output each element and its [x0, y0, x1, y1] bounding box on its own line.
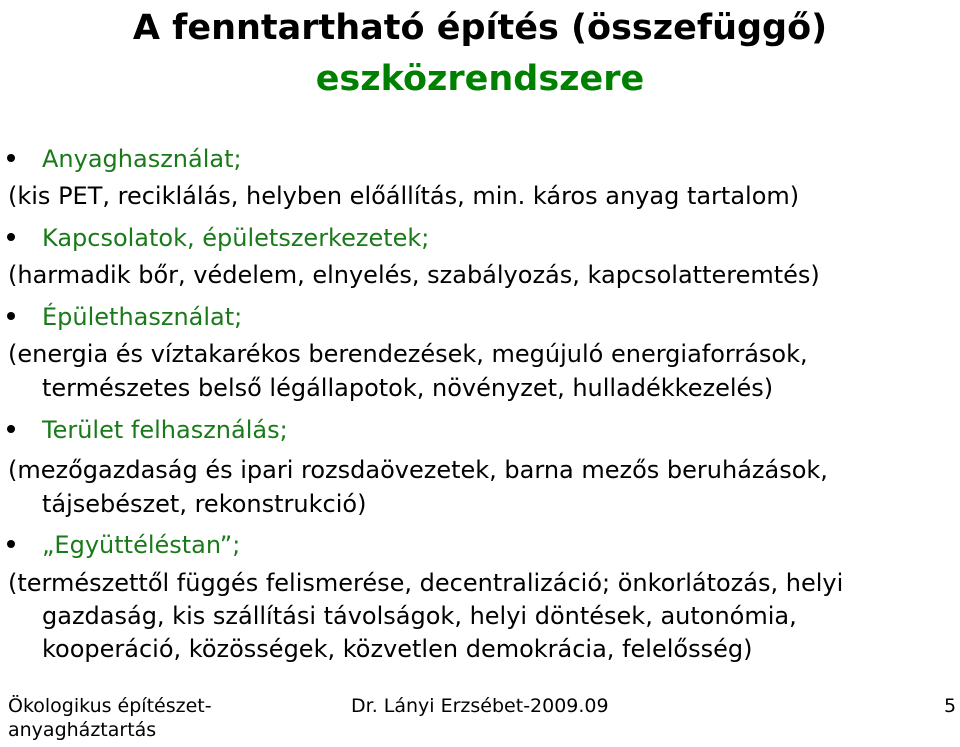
slide-title-line-1: A fenntartható építés (összefüggő)	[132, 8, 828, 48]
item-detail: kooperáció, közösségek, közvetlen demokrácia, felelősség)	[42, 635, 753, 663]
item-detail: (természettől függés felismerése, decentralizáció; önkorlátozás, helyi	[8, 569, 844, 597]
item-heading: Kapcsolatok, épületszerkezetek;	[42, 224, 430, 252]
footer-course-title-line-1: Ökologikus építészet-	[8, 695, 212, 717]
item-detail: (mezőgazdaság és ipari rozsdaövezetek, barna mezős beruházások,	[8, 456, 828, 484]
footer-course-title-line-2: anyagháztartás	[8, 719, 157, 741]
item-detail: tájsebészet, rekonstrukció)	[42, 490, 367, 518]
footer-page-number: 5	[944, 695, 957, 717]
bullet-icon	[7, 233, 15, 241]
bullet-icon	[7, 312, 15, 320]
list-item	[7, 531, 240, 559]
item-heading: Anyaghasználat;	[42, 145, 242, 173]
item-heading: Terület felhasználás;	[42, 416, 288, 444]
list-item	[7, 224, 429, 252]
list-item	[7, 303, 242, 331]
item-detail: (harmadik bőr, védelem, elnyelés, szabályozás, kapcsolatteremtés)	[8, 261, 820, 289]
slide-title-line-2: eszközrendszere	[315, 59, 645, 99]
list-item	[7, 416, 288, 444]
item-detail: természetes belső légállapotok, növényzet, hulladékkezelés)	[42, 374, 774, 402]
item-detail: (kis PET, reciklálás, helyben előállítás, min. káros anyag tartalom)	[8, 182, 800, 210]
footer-course-title	[8, 694, 212, 742]
item-detail: (energia és víztakarékos berendezések, megújuló energiaforrások,	[8, 340, 808, 368]
item-heading: „Együttéléstan”;	[42, 531, 241, 559]
list-item	[7, 145, 242, 173]
bullet-icon	[7, 154, 15, 162]
item-detail: gazdaság, kis szállítási távolságok, helyi döntések, autonómia,	[42, 602, 797, 630]
bullet-icon	[7, 425, 15, 433]
item-heading: Épülethasználat;	[42, 303, 243, 331]
footer-author-date: Dr. Lányi Erzsébet-2009.09	[351, 695, 609, 717]
bullet-icon	[7, 540, 15, 548]
